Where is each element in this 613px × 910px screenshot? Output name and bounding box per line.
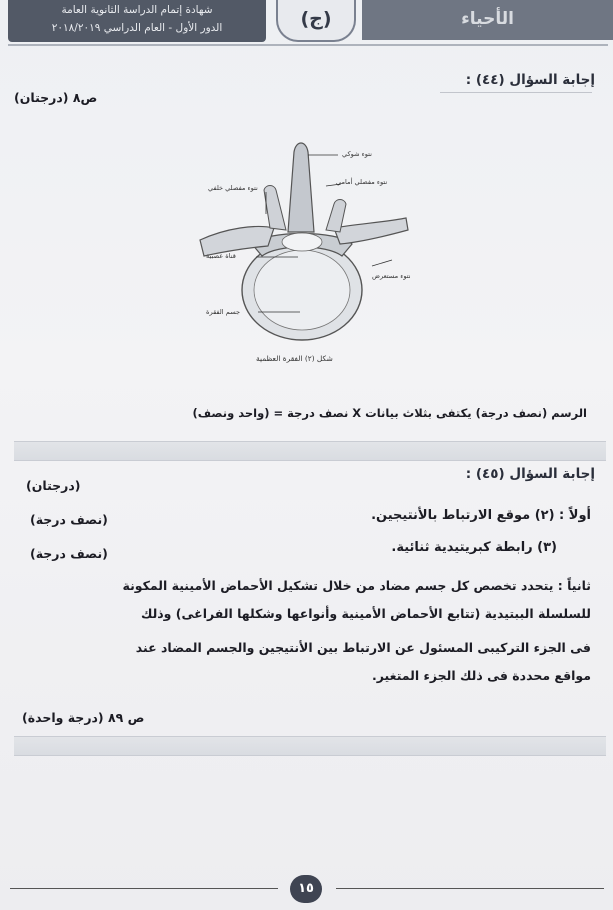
exam-title: شهادة إتمام الدراسة الثانوية العامة	[61, 4, 213, 16]
footer-rule-right	[336, 888, 604, 889]
q45-para-line-1: ثانياً : يتحدد تخصص كل جسم مضاد من خلال تشكيل الأحماض الأمينية المكونة	[122, 578, 591, 593]
q44-grading-note: الرسم (نصف درجة) يكتفى بثلاث بيانات X نصف درجة = (واحد ونصف)	[192, 406, 587, 420]
q44-underline	[440, 92, 592, 93]
section-divider-2	[14, 736, 606, 756]
label-neural-canal: قناة عصبية	[206, 252, 236, 260]
label-front-articular: نتوء مفصلي أمامي	[336, 178, 388, 186]
label-transverse: نتوء مستعرض	[372, 272, 411, 280]
q45-para-line-4: مواقع محددة فى ذلك الجزء المتغير.	[372, 668, 591, 683]
q44-page-ref: ص٨ (درجتان)	[14, 90, 98, 105]
model-code: (ج)	[276, 0, 356, 42]
q45-para-line-3: فى الجزء التركيبى المسئول عن الارتباط بين الأنتيجين والجسم المضاد عند	[135, 640, 591, 655]
q45-total-grade: (درجتان)	[26, 478, 81, 493]
q45-answer-2: (٣) رابطة كبريتيدية ثنائية.	[391, 540, 557, 555]
subject-title: الأحياء	[362, 0, 613, 40]
page-number: ١٥	[290, 875, 322, 903]
q45-answer-1: أولاً : (٢) موقع الارتباط بالأنتيجين.	[371, 508, 591, 523]
q45-answer-1-grade: (نصف درجة)	[30, 512, 108, 527]
header-divider	[8, 44, 608, 46]
vertebra-drawing	[196, 132, 422, 370]
q45-page-ref: ص ٨٩ (درجة واحدة)	[22, 710, 145, 725]
exam-session: الدور الأول - العام الدراسي ٢٠١٨/٢٠١٩	[51, 22, 223, 34]
figure-caption: شكل (٢) الفقرة العظمية	[256, 354, 333, 363]
section-divider-1	[14, 441, 606, 461]
page-header	[0, 0, 613, 46]
q45-title: إجابة السؤال (٤٥) :	[465, 466, 595, 482]
exam-info-box	[8, 0, 266, 42]
q45-answer-2-grade: (نصف درجة)	[30, 546, 108, 561]
label-rear-articular: نتوء مفصلي خلفي	[208, 184, 258, 192]
label-centrum: جسم الفقرة	[206, 308, 241, 316]
footer-rule-left	[10, 888, 278, 889]
q44-title: إجابة السؤال (٤٤) :	[465, 72, 595, 88]
q45-para-line-2: للسلسلة الببتيدية (تتابع الأحماض الأمينية وأنواعها وشكلها الفراغى) وذلك	[140, 606, 591, 621]
vertebra-figure	[196, 132, 422, 370]
label-spinous: نتوء شوكي	[342, 150, 372, 158]
